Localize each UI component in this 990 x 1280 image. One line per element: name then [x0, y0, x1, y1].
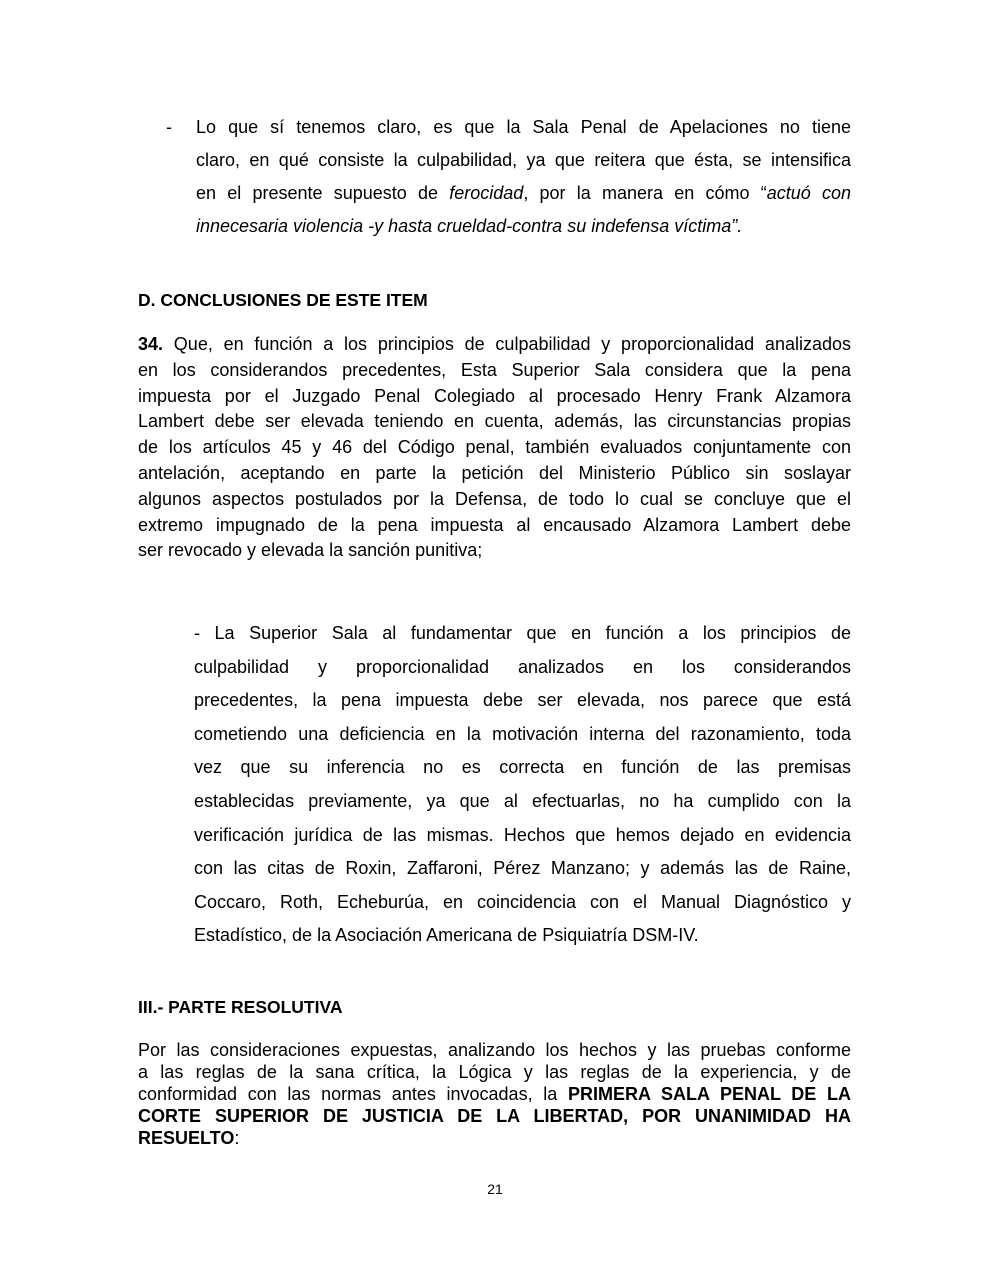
text-line: [194, 789, 851, 823]
text-line: [138, 513, 851, 539]
text-line: [194, 923, 851, 957]
text-segment: innecesaria violencia -y hasta crueldad-contra su indefensa víctima”.: [196, 216, 743, 236]
text-line: [194, 688, 851, 722]
text-line: [138, 1127, 851, 1149]
text-segment: Estadístico, de la Asociación Americana de Psiquiatría DSM-IV.: [194, 925, 699, 946]
text-line: [196, 115, 851, 148]
text-segment: establecidas previamente, ya que al efectuarlas, no ha cumplido con la: [194, 790, 851, 811]
text-segment: algunos aspectos postulados por la Defensa, de todo lo cual se concluye que el: [138, 488, 851, 509]
text-line: [138, 1039, 851, 1061]
text-segment: extremo impugnado de la pena impuesta al encausado Alzamora Lambert debe: [138, 514, 851, 535]
text-line: [196, 214, 851, 247]
text-segment: a las reglas de la sana crítica, la Lógica y las reglas de la experiencia, y de: [138, 1062, 851, 1082]
text-line: [138, 538, 851, 564]
text-segment: en los considerandos precedentes, Esta Superior Sala considera que la pena: [138, 359, 851, 380]
text-segment: cometiendo una deficiencia en la motivación interna del razonamiento, toda: [194, 723, 851, 744]
text-segment: CORTE SUPERIOR DE JUSTICIA DE LA LIBERTAD, POR UNANIMIDAD HA: [138, 1106, 851, 1126]
text-segment: ser revocado y elevada la sanción punitiva;: [138, 540, 483, 561]
text-line: [194, 655, 851, 689]
text-line: [194, 722, 851, 756]
text-segment: antelación, aceptando en parte la petición del Ministerio Público sin soslayar: [138, 462, 851, 483]
text-segment: ferocidad: [449, 183, 524, 203]
text-segment: culpabilidad y proporcionalidad analizados en los considerandos: [194, 656, 851, 677]
text-segment: :: [234, 1128, 240, 1148]
text-line: [194, 621, 851, 655]
page-number: 21: [487, 1181, 503, 1197]
section-heading-iii: III.- PARTE RESOLUTIVA: [138, 997, 343, 1017]
text-segment: Coccaro, Roth, Echeburúa, en coincidencia con el Manual Diagnóstico y: [194, 891, 851, 912]
text-segment: verificación jurídica de las mismas. Hechos que hemos dejado en evidencia: [194, 824, 851, 845]
text-segment: con las citas de Roxin, Zaffaroni, Pérez Manzano; y además las de Raine,: [194, 858, 851, 879]
text-segment: vez que su inferencia no es correcta en función de las premisas: [194, 757, 851, 778]
text-segment: conformidad con las normas antes invocadas, la: [138, 1084, 568, 1104]
text-segment: en el presente supuesto de: [196, 183, 450, 203]
text-line: [138, 1083, 851, 1105]
text-segment: PRIMERA SALA PENAL DE LA: [567, 1084, 851, 1104]
text-line: [194, 890, 851, 924]
paragraph-commentary: [194, 621, 851, 957]
text-segment: Lo que sí tenemos claro, es que la Sala Penal de Apelaciones no tiene: [196, 117, 851, 137]
text-line: [138, 1061, 851, 1083]
text-segment: RESUELTO: [138, 1128, 235, 1148]
text-line: [138, 384, 851, 410]
text-line: [138, 1105, 851, 1127]
text-line: [194, 755, 851, 789]
text-segment: Que, en función a los principios de culpabilidad y proporcionalidad analizados: [163, 334, 851, 354]
text-line: [138, 409, 851, 435]
paragraph-resolutive: [138, 1039, 851, 1149]
text-segment: 34.: [138, 334, 164, 354]
text-segment: Por las consideraciones expuestas, analizando los hechos y las pruebas conforme: [138, 1040, 851, 1060]
bullet-dash: -: [166, 117, 172, 137]
text-line: [138, 358, 851, 384]
text-segment: , por la manera en cómo “: [523, 183, 767, 203]
paragraph-bullet-culpability: [196, 115, 851, 247]
text-segment: Lambert debe ser elevada teniendo en cuenta, además, las circunstancias propias: [138, 411, 851, 432]
text-line: [138, 487, 851, 513]
text-line: [194, 856, 851, 890]
paragraph-34: [138, 332, 851, 564]
text-segment: de los artículos 45 y 46 del Código penal, también evaluados conjuntamente con: [138, 437, 851, 458]
text-line: [138, 461, 851, 487]
text-line: [196, 148, 851, 181]
text-line: [196, 181, 851, 214]
text-line: [194, 823, 851, 857]
text-line: [138, 435, 851, 461]
text-line: [138, 332, 851, 358]
text-segment: claro, en qué consiste la culpabilidad, ya que reitera que ésta, se intensifica: [196, 150, 851, 170]
text-segment: - La Superior Sala al fundamentar que en función a los principios de: [194, 623, 851, 643]
text-segment: actuó con: [766, 183, 851, 203]
text-segment: precedentes, la pena impuesta debe ser elevada, nos parece que está: [194, 690, 851, 711]
section-heading-d: D. CONCLUSIONES DE ESTE ITEM: [138, 290, 428, 310]
text-segment: impuesta por el Juzgado Penal Colegiado al procesado Henry Frank Alzamora: [138, 385, 851, 406]
